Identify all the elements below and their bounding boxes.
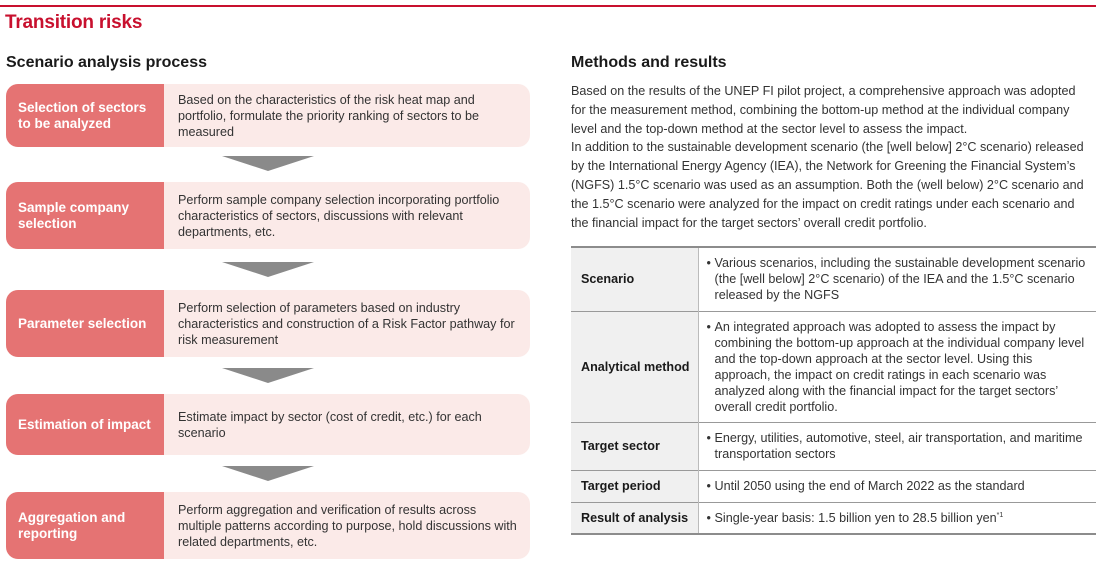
methods-results-table (571, 246, 1096, 535)
bullet-icon: • (706, 510, 711, 525)
methods-paragraph-1: Based on the results of the UNEP FI pilot project, a comprehensive approach was adopted for the measurement method, combining the bottom-up method at the individual company level and the top-down method at the sector level to assess the impact. (571, 84, 1076, 136)
step-label: Sample company selection (6, 182, 164, 249)
row-value (698, 502, 1096, 534)
row-label: Result of analysis (571, 502, 698, 534)
row-label: Target period (571, 470, 698, 502)
footnote-marker: *1 (996, 511, 1004, 519)
process-step-impact-estimation (6, 394, 530, 455)
title-rule (0, 5, 1096, 7)
row-label: Target sector (571, 422, 698, 470)
page-title: Transition risks (5, 12, 143, 33)
row-value (698, 247, 1096, 311)
row-label: Scenario (571, 247, 698, 311)
row-value (698, 422, 1096, 470)
table-row-scenario (571, 247, 1096, 311)
step-description: Estimate impact by sector (cost of credit, etc.) for each scenario (178, 409, 482, 440)
row-value (698, 311, 1096, 422)
table-row-target-period (571, 470, 1096, 502)
bullet-icon: • (706, 256, 711, 271)
row-value-text: An integrated approach was adopted to assess the impact by combining the bottom-up approach at the individual company level and the top-down approach at the sector level. Using this approach, the impact on credit ratings in each scenario was analyzed along with the financial impact for the target sectors’ overall credit portfolio. (714, 319, 1085, 414)
bullet-icon: • (706, 431, 711, 445)
process-step-sample-company (6, 182, 530, 249)
down-arrow-icon (222, 368, 314, 383)
row-value (698, 470, 1096, 502)
methods-description (571, 82, 1093, 232)
row-value-text: Single-year basis: 1.5 billion yen to 28.5 billion yen (714, 510, 997, 525)
row-value-text: Energy, utilities, automotive, steel, air transportation, and maritime transportation sectors (714, 431, 1083, 461)
row-value-text: Until 2050 using the end of March 2022 as the standard (714, 479, 1025, 493)
step-description: Perform aggregation and verification of results across multiple patterns according to purpose, hold discussions with related departments, etc. (178, 502, 517, 549)
methods-paragraph-2: In addition to the sustainable development scenario (the [well below] 2°C scenario) released by the International Energy Agency (IEA), the Network for Greening the Financial System’s (NGFS) 1.5°C scenario was used as an assumption. Both the (well below) 2°C scenario and the 1.5°C scenario were analyzed for the impact on credit ratings under each scenario and the financial impact for the target sectors’ overall credit portfolio. (571, 140, 1084, 230)
down-arrow-icon (222, 262, 314, 277)
methods-section-title: Methods and results (571, 54, 727, 71)
step-description: Perform sample company selection incorporating portfolio characteristics of sectors, discussions with relevant departments, etc. (178, 192, 500, 239)
row-label: Analytical method (571, 311, 698, 422)
process-step-sector-selection (6, 84, 530, 147)
table-row-result (571, 502, 1096, 534)
step-description: Perform selection of parameters based on industry characteristics and construction of a Risk Factor pathway for risk measurement (178, 300, 515, 347)
down-arrow-icon (222, 466, 314, 481)
step-label: Parameter selection (6, 290, 164, 357)
step-label: Aggregation and reporting (6, 492, 164, 559)
bullet-icon: • (706, 319, 711, 334)
process-step-aggregation (6, 492, 530, 559)
table-row-analytical-method (571, 311, 1096, 422)
bullet-icon: • (706, 479, 711, 493)
step-label: Selection of sectors to be analyzed (6, 84, 164, 147)
down-arrow-icon (222, 156, 314, 171)
step-label: Estimation of impact (6, 394, 164, 455)
step-description: Based on the characteristics of the risk heat map and portfolio, formulate the priority ranking of sectors to be measured (178, 92, 479, 139)
process-step-parameter-selection (6, 290, 530, 357)
row-value-text: Various scenarios, including the sustainable development scenario (the [well below] 2°C scenario) of the IEA and the 1.5°C scenario released by the NGFS (714, 256, 1086, 303)
table-row-target-sector (571, 422, 1096, 470)
process-section-title: Scenario analysis process (6, 54, 207, 71)
